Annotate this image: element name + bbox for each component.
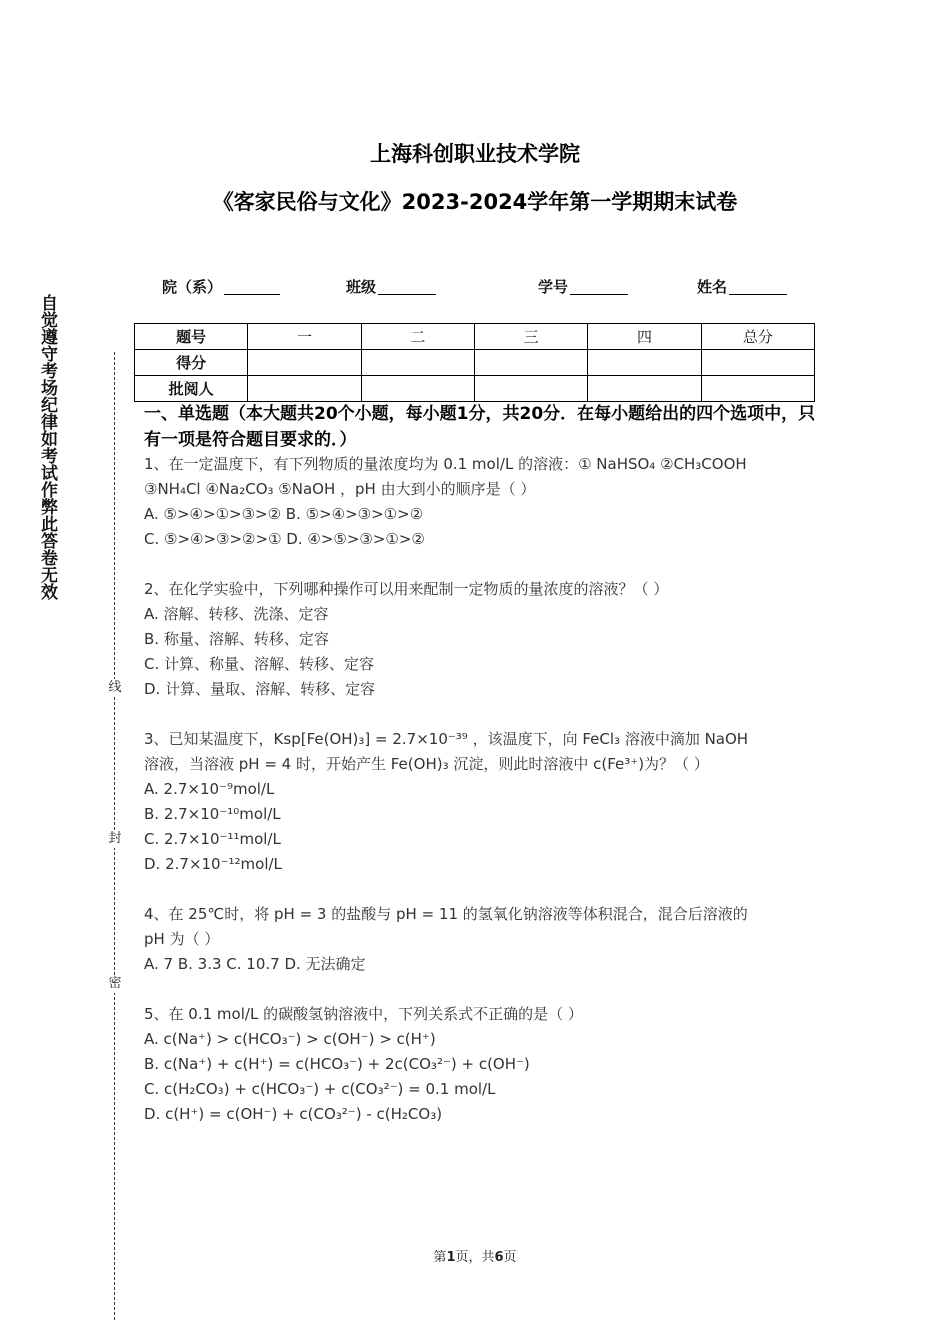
exam-discipline-notice: 自觉遵守考场纪律如考试作弊此答卷无效 — [37, 294, 57, 600]
exam-school-title: 上海科创职业技术学院 — [370, 142, 580, 166]
question-line: pH 为（ ） — [144, 930, 220, 948]
score-header-cell: 四 — [588, 324, 701, 350]
question-2 — [144, 577, 820, 702]
grader-cell[interactable] — [474, 376, 587, 402]
score-header-cell: 一 — [248, 324, 361, 350]
score-cell[interactable] — [588, 350, 701, 376]
score-header-cell: 总分 — [701, 324, 814, 350]
binding-mark-seal: 封 — [106, 830, 124, 848]
question-option-line: A. c(Na⁺) > c(HCO₃⁻) > c(OH⁻) > c(H⁺) — [144, 1030, 436, 1048]
page-footer — [0, 1246, 950, 1265]
info-blank-class[interactable] — [378, 277, 436, 295]
question-4 — [144, 902, 820, 977]
question-line: 1、在一定温度下，有下列物质的量浓度均为 0.1 mol/L 的溶液：① NaHSO₄ ②CH₃COOH — [144, 455, 747, 473]
score-cell[interactable] — [474, 350, 587, 376]
info-label-class: 班级 — [346, 278, 377, 296]
question-option-line: C. 2.7×10⁻¹¹mol/L — [144, 830, 281, 848]
question-list — [144, 452, 820, 1152]
score-table-score-row — [135, 350, 815, 376]
question-option-line: D. 2.7×10⁻¹²mol/L — [144, 855, 282, 873]
question-option-line: B. c(Na⁺) + c(H⁺) = c(HCO₃⁻) + 2c(CO₃²⁻) + c(OH⁻) — [144, 1055, 530, 1073]
binding-mark-secret: 密 — [106, 975, 124, 993]
question-option-line: A. 7 B. 3.3 C. 10.7 D. 无法确定 — [144, 955, 366, 973]
question-line: 溶液，当溶液 pH = 4 时，开始产生 Fe(OH)₃ 沉淀，则此时溶液中 c(Fe³⁺)为？（ ） — [144, 755, 709, 773]
question-3 — [144, 727, 820, 877]
question-option-line: A. 2.7×10⁻⁹mol/L — [144, 780, 275, 798]
footer-prefix: 第 — [433, 1250, 447, 1265]
grader-cell[interactable] — [361, 376, 474, 402]
score-table-grader-row — [135, 376, 815, 402]
score-cell[interactable] — [361, 350, 474, 376]
question-option-line: D. 计算、量取、溶解、转移、定容 — [144, 680, 376, 698]
info-class — [346, 276, 436, 297]
question-option-line: C. c(H₂CO₃) + c(HCO₃⁻) + c(CO₃²⁻) = 0.1 mol/L — [144, 1080, 496, 1098]
question-option-line: A. ⑤>④>①>③>② B. ⑤>④>③>①>② — [144, 505, 424, 523]
question-5 — [144, 1002, 820, 1127]
question-option-line: A. 溶解、转移、洗涤、定容 — [144, 605, 329, 623]
score-header-cell: 二 — [361, 324, 474, 350]
question-line: 2、在化学实验中，下列哪种操作可以用来配制一定物质的量浓度的溶液？（ ） — [144, 580, 669, 598]
grader-cell[interactable] — [248, 376, 361, 402]
score-table — [134, 323, 815, 402]
score-header-cell: 三 — [474, 324, 587, 350]
info-department — [162, 276, 280, 297]
student-info-row — [0, 276, 950, 300]
question-option-line: C. ⑤>④>③>②>① D. ④>⑤>③>①>② — [144, 530, 425, 548]
info-blank-department[interactable] — [224, 277, 280, 295]
question-option-line: C. 计算、称量、溶解、转移、定容 — [144, 655, 375, 673]
info-name — [697, 276, 787, 297]
score-row-label: 得分 — [135, 350, 248, 376]
footer-middle: 页，共 — [455, 1250, 495, 1265]
footer-suffix: 页 — [503, 1250, 517, 1265]
section-heading: 一、单选题（本大题共20个小题，每小题1分，共20分．在每小题给出的四个选项中，只有一项是符合题目要求的．） — [144, 404, 816, 450]
grader-cell[interactable] — [701, 376, 814, 402]
grader-row-label: 批阅人 — [135, 376, 248, 402]
question-line: 3、已知某温度下，Ksp[Fe(OH)₃] = 2.7×10⁻³⁹ ，该温度下，向 FeCl₃ 溶液中滴加 NaOH — [144, 730, 749, 748]
info-blank-student-id[interactable] — [570, 277, 628, 295]
question-line: ③NH₄Cl ④Na₂CO₃ ⑤NaOH ，pH 由大到小的顺序是（ ） — [144, 480, 536, 498]
question-line: 4、在 25℃时，将 pH = 3 的盐酸与 pH = 11 的氢氧化钠溶液等体积混合，混合后溶液的 — [144, 905, 748, 923]
exam-course-title: 《客家民俗与文化》2023-2024学年第一学期期末试卷 — [212, 190, 738, 214]
score-table-header-row — [135, 324, 815, 350]
question-option-line: D. c(H⁺) = c(OH⁻) + c(CO₃²⁻) - c(H₂CO₃) — [144, 1105, 443, 1123]
question-line: 5、在 0.1 mol/L 的碳酸氢钠溶液中，下列关系式不正确的是（ ） — [144, 1005, 583, 1023]
score-cell[interactable] — [701, 350, 814, 376]
info-label-student-id: 学号 — [538, 278, 569, 296]
binding-mark-line: 线 — [106, 679, 124, 697]
question-option-line: B. 称量、溶解、转移、定容 — [144, 630, 329, 648]
score-cell[interactable] — [248, 350, 361, 376]
question-1 — [144, 452, 820, 552]
info-student-id — [538, 276, 628, 297]
score-header-cell: 题号 — [135, 324, 248, 350]
info-label-department: 院（系） — [162, 278, 223, 296]
footer-page-number: 1 — [446, 1250, 456, 1265]
info-label-name: 姓名 — [697, 278, 728, 296]
question-option-line: B. 2.7×10⁻¹⁰mol/L — [144, 805, 281, 823]
footer-total-pages: 6 — [494, 1250, 504, 1265]
grader-cell[interactable] — [588, 376, 701, 402]
info-blank-name[interactable] — [729, 277, 787, 295]
